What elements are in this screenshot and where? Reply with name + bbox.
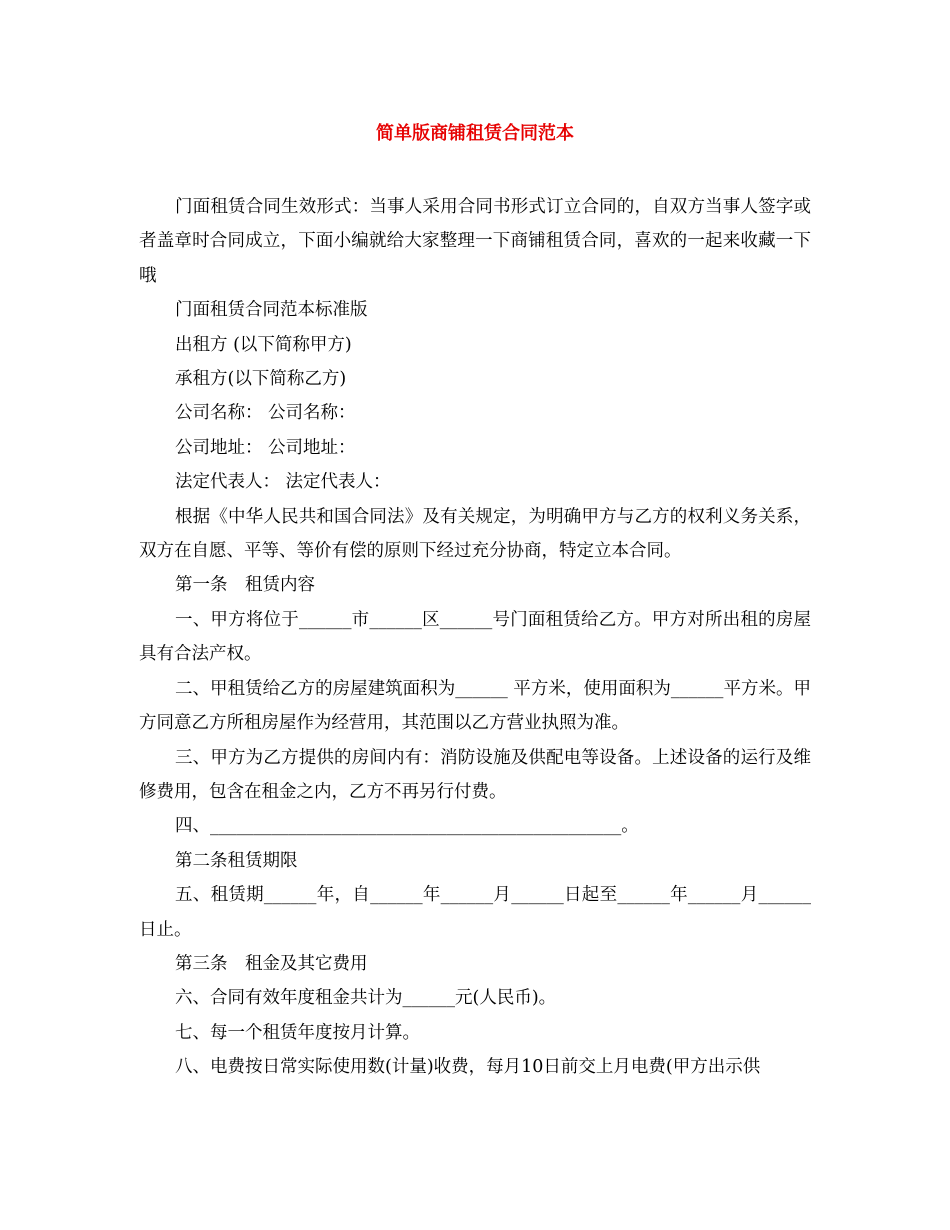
clause-paragraph: 二、甲租赁给乙方的房屋建筑面积为______ 平方米，使用面积为______平方米。甲方同意乙方所租房屋作为经营用，其范围以乙方营业执照为准。 — [139, 678, 811, 734]
paragraph-lessor: 出租方 (以下简称甲方) — [175, 334, 352, 355]
paragraph-lessee: 承租方(以下简称乙方) — [175, 369, 347, 390]
paragraph-preamble: 根据《中华人民共和国合同法》及有关规定，为明确甲方与乙方的权利义务关系，双方在自愿、平等、等价有偿的原则下经过充分协商，特定立本合同。 — [139, 506, 811, 562]
clause-paragraph: 六、合同有效年度租金共计为______元(人民币)。 — [175, 988, 557, 1009]
clause-paragraph: 五、租赁期______年，自______年______月______日起至______年______月______日止。 — [139, 885, 811, 940]
clause-paragraph: 三、甲方为乙方提供的房间内有：消防设施及供配电等设备。上述设备的运行及维修费用，包含在租金之内，乙方不再另行付费。 — [139, 747, 811, 802]
paragraph-intro: 门面租赁合同生效形式：当事人采用合同书形式订立合同的，自双方当事人签字或者盖章时合同成立，下面小编就给大家整理一下商铺租赁合同，喜欢的一起来收藏一下哦 — [139, 197, 811, 286]
clause-paragraph: 一、甲方将位于______市______区______号门面租赁给乙方。甲方对所出租的房屋具有合法产权。 — [139, 609, 811, 665]
clause-paragraph: 八、电费按日常实际使用数(计量)收费，每月10日前交上月电费(甲方出示供 — [175, 1057, 761, 1078]
clause-paragraph: 七、每一个租赁年度按月计算。 — [175, 1022, 420, 1043]
article-heading: 第三条 租金及其它费用 — [175, 953, 368, 974]
document-body — [139, 190, 811, 1085]
document-title: 简单版商铺租赁合同范本 — [376, 123, 574, 144]
article-heading: 第一条 租赁内容 — [175, 575, 315, 596]
article-heading: 第二条租赁期限 — [175, 850, 298, 871]
paragraph-company-address: 公司地址： 公司地址： — [175, 437, 356, 458]
clause-paragraph: 四、_______________________________________________。 — [175, 816, 639, 837]
paragraph-standard-version: 门面租赁合同范本标准版 — [175, 300, 368, 321]
paragraph-company-name: 公司名称： 公司名称： — [175, 403, 356, 424]
paragraph-legal-representative: 法定代表人： 法定代表人： — [175, 472, 391, 493]
